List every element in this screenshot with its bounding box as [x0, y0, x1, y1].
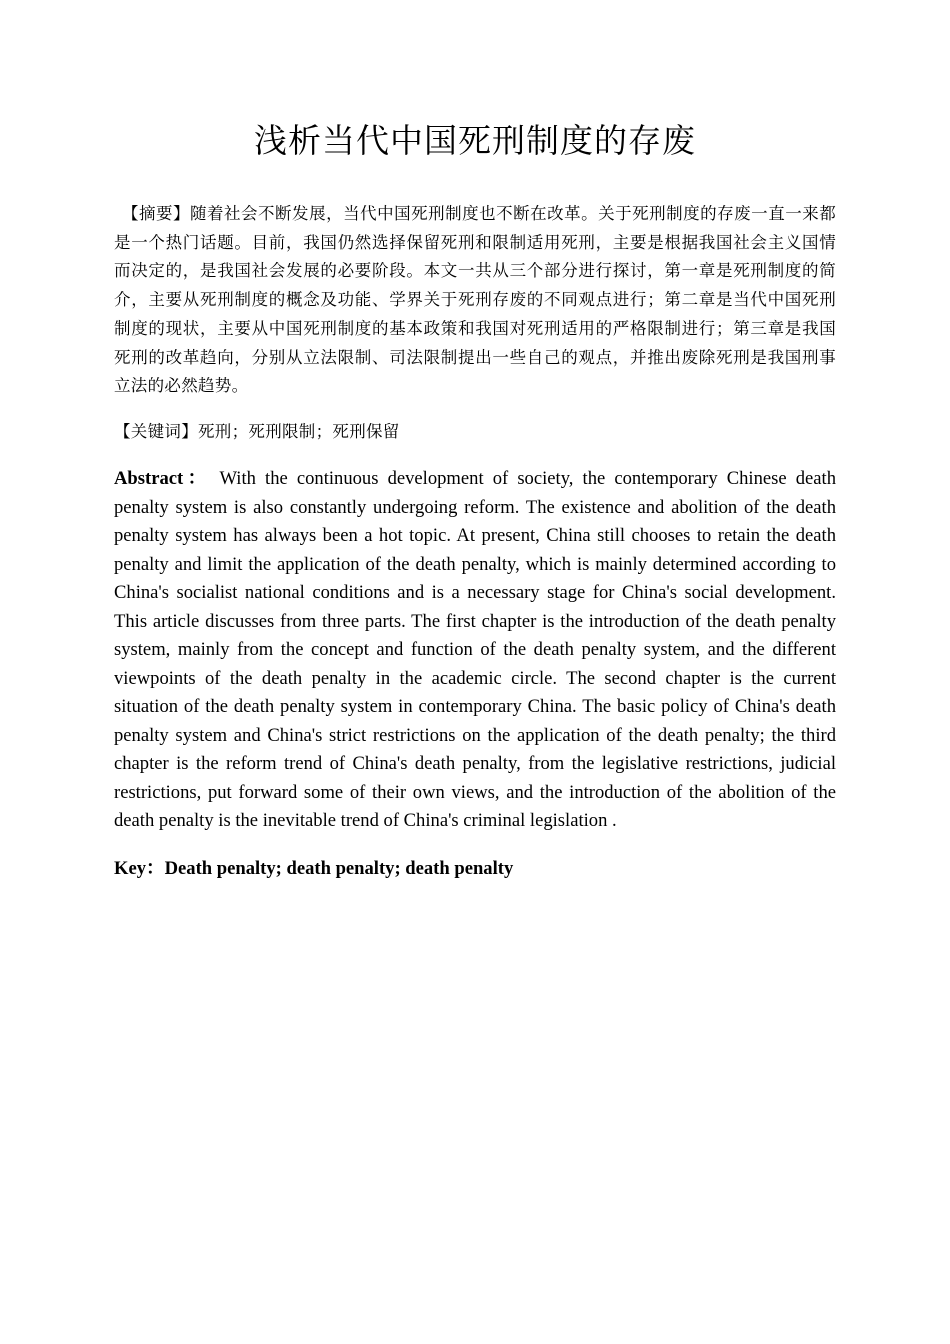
english-keywords-label: Key： [114, 858, 165, 879]
document-title: 浅析当代中国死刑制度的存废 [254, 121, 696, 160]
chinese-keywords-text: 死刑；死刑限制；死刑保留 [198, 422, 400, 441]
english-abstract [114, 465, 836, 836]
chinese-abstract [114, 200, 836, 401]
chinese-abstract-label: 【摘要】 [122, 204, 191, 223]
english-abstract-label: Abstract： [114, 468, 211, 489]
chinese-abstract-text: 随着社会不断发展，当代中国死刑制度也不断在改革。关于死刑制度的存废一直一来都是一个热门话题。目前，我国仍然选择保留死刑和限制适用死刑，主要是根据我国社会主义国情而决定的，是我国社会发展的必要阶段。本文一共从三个部分进行探讨，第一章是死刑制度的简介，主要从死刑制度的概念及功能、学界关于死刑存废的不同观点进行；第二章是当代中国死刑制度的现状，主要从中国死刑制度的基本政策和我国对死刑适用的严格限制进行；第三章是我国死刑的改革趋向，分别从立法限制、司法限制提出一些自己的观点，并推出废除死刑是我国刑事立法的必然趋势。 [114, 204, 837, 396]
chinese-keywords [114, 418, 836, 446]
english-abstract-text: With the continuous development of society, the contemporary Chinese death penalty system is also constantly undergoing reform. The existence and abolition of the death penalty system has always been a hot topic. At present, China still chooses to retain the death penalty and limit the application of the death penalty, which is mainly determined according to China's socialist national conditions and is a necessary stage for China's social development. This article discusses from three parts. The first chapter is the introduction of the death penalty system, mainly from the concept and function of the death penalty system, and the different viewpoints of the death penalty in the academic circle. The second chapter is the current situation of the death penalty system in contemporary China. The basic policy of China's death penalty system and China's strict restrictions on the application of the death penalty; the third chapter is the reform trend of China's death penalty, from the legislative restrictions, judicial restrictions, put forward some of their own views, and the introduction of the abolition of the death penalty is the inevitable trend of China's criminal legislation . [114, 468, 836, 831]
chinese-keywords-label: 【关键词】 [114, 422, 198, 441]
english-keywords-text: Death penalty; death penalty; death penalty [164, 858, 514, 879]
english-keywords [114, 855, 836, 883]
